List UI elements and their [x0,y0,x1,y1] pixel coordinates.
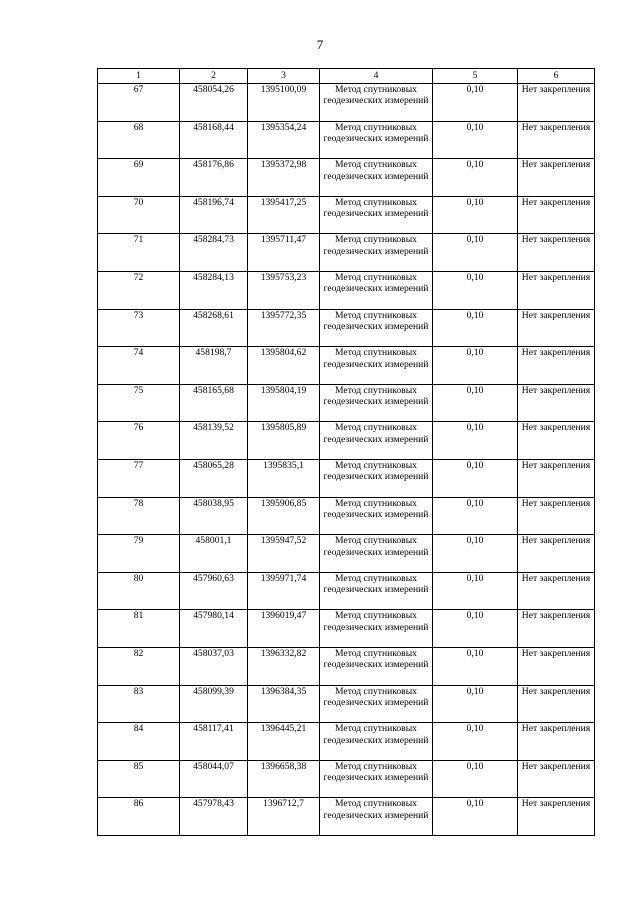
cell-coordinate-x: 458168,44 [180,121,248,159]
cell-accuracy: 0,10 [433,610,518,648]
cell-coordinate-y: 1395753,23 [248,271,320,309]
table-row [98,610,595,648]
table-row [98,459,595,497]
cell-method: Метод спутниковых геодезических измерений [320,384,433,422]
cell-method: Метод спутниковых геодезических измерений [320,234,433,272]
cell-coordinate-x: 458139,52 [180,422,248,460]
cell-fixation: Нет закрепления [518,723,595,761]
cell-coordinate-y: 1395804,62 [248,347,320,385]
cell-point-number: 80 [98,572,180,610]
cell-coordinate-x: 458284,73 [180,234,248,272]
cell-coordinate-x: 458054,26 [180,84,248,122]
cell-accuracy: 0,10 [433,685,518,723]
cell-coordinate-x: 458001,1 [180,535,248,573]
cell-coordinate-x: 458284,13 [180,271,248,309]
cell-point-number: 76 [98,422,180,460]
cell-accuracy: 0,10 [433,234,518,272]
cell-coordinate-y: 1395804,19 [248,384,320,422]
cell-method: Метод спутниковых геодезических измерений [320,271,433,309]
cell-coordinate-y: 1396384,35 [248,685,320,723]
page-number: 7 [316,37,324,52]
table-row [98,234,595,272]
cell-coordinate-y: 1395417,25 [248,196,320,234]
cell-accuracy: 0,10 [433,309,518,347]
cell-accuracy: 0,10 [433,497,518,535]
cell-coordinate-x: 457978,43 [180,798,248,836]
table-row [98,760,595,798]
cell-fixation: Нет закрепления [518,309,595,347]
coordinates-table [97,68,595,836]
cell-coordinate-x: 458198,7 [180,347,248,385]
cell-fixation: Нет закрепления [518,159,595,197]
table-row [98,723,595,761]
cell-coordinate-x: 457960,63 [180,572,248,610]
table-row [98,347,595,385]
cell-point-number: 74 [98,347,180,385]
cell-point-number: 85 [98,760,180,798]
cell-accuracy: 0,10 [433,196,518,234]
cell-coordinate-y: 1395372,98 [248,159,320,197]
cell-accuracy: 0,10 [433,572,518,610]
table-row [98,497,595,535]
cell-accuracy: 0,10 [433,271,518,309]
cell-coordinate-x: 458268,61 [180,309,248,347]
cell-method: Метод спутниковых геодезических измерений [320,647,433,685]
cell-method: Метод спутниковых геодезических измерений [320,572,433,610]
header-cell-6: 6 [518,69,595,84]
cell-point-number: 81 [98,610,180,648]
cell-coordinate-y: 1395906,85 [248,497,320,535]
cell-coordinate-y: 1396445,21 [248,723,320,761]
table-row [98,196,595,234]
cell-method: Метод спутниковых геодезических измерений [320,347,433,385]
cell-accuracy: 0,10 [433,760,518,798]
cell-point-number: 71 [98,234,180,272]
cell-point-number: 70 [98,196,180,234]
header-cell-1: 1 [98,69,180,84]
cell-method: Метод спутниковых геодезических измерений [320,497,433,535]
table-body [98,84,595,836]
table-row [98,384,595,422]
cell-accuracy: 0,10 [433,535,518,573]
cell-method: Метод спутниковых геодезических измерений [320,535,433,573]
cell-accuracy: 0,10 [433,422,518,460]
cell-fixation: Нет закрепления [518,422,595,460]
cell-point-number: 77 [98,459,180,497]
cell-coordinate-x: 458037,03 [180,647,248,685]
cell-method: Метод спутниковых геодезических измерений [320,798,433,836]
cell-accuracy: 0,10 [433,647,518,685]
cell-method: Метод спутниковых геодезических измерений [320,685,433,723]
cell-fixation: Нет закрепления [518,610,595,648]
cell-coordinate-x: 457980,14 [180,610,248,648]
cell-coordinate-x: 458099,39 [180,685,248,723]
cell-coordinate-x: 458065,28 [180,459,248,497]
cell-method: Метод спутниковых геодезических измерений [320,459,433,497]
cell-coordinate-y: 1395835,1 [248,459,320,497]
cell-coordinate-y: 1395772,35 [248,309,320,347]
table-header [98,69,595,84]
cell-method: Метод спутниковых геодезических измерений [320,309,433,347]
table-row [98,422,595,460]
cell-method: Метод спутниковых геодезических измерений [320,84,433,122]
cell-accuracy: 0,10 [433,159,518,197]
table-row [98,271,595,309]
cell-method: Метод спутниковых геодезических измерений [320,159,433,197]
cell-point-number: 83 [98,685,180,723]
cell-fixation: Нет закрепления [518,347,595,385]
cell-fixation: Нет закрепления [518,196,595,234]
cell-point-number: 75 [98,384,180,422]
cell-coordinate-x: 458165,68 [180,384,248,422]
table-row [98,572,595,610]
cell-point-number: 79 [98,535,180,573]
table-row [98,535,595,573]
header-cell-5: 5 [433,69,518,84]
cell-coordinate-x: 458176,86 [180,159,248,197]
cell-point-number: 73 [98,309,180,347]
cell-coordinate-y: 1395805,89 [248,422,320,460]
cell-point-number: 68 [98,121,180,159]
cell-point-number: 86 [98,798,180,836]
cell-coordinate-y: 1396019,47 [248,610,320,648]
cell-point-number: 82 [98,647,180,685]
cell-fixation: Нет закрепления [518,647,595,685]
table-row [98,647,595,685]
cell-coordinate-x: 458196,74 [180,196,248,234]
header-row [98,69,595,84]
table-row [98,685,595,723]
table-row [98,798,595,836]
cell-fixation: Нет закрепления [518,760,595,798]
header-cell-4: 4 [320,69,433,84]
cell-coordinate-x: 458044,07 [180,760,248,798]
cell-method: Метод спутниковых геодезических измерений [320,121,433,159]
cell-fixation: Нет закрепления [518,384,595,422]
cell-fixation: Нет закрепления [518,84,595,122]
cell-point-number: 78 [98,497,180,535]
cell-fixation: Нет закрепления [518,459,595,497]
cell-fixation: Нет закрепления [518,121,595,159]
cell-accuracy: 0,10 [433,723,518,761]
table-row [98,159,595,197]
cell-accuracy: 0,10 [433,347,518,385]
cell-fixation: Нет закрепления [518,685,595,723]
header-cell-2: 2 [180,69,248,84]
cell-coordinate-y: 1396658,38 [248,760,320,798]
cell-coordinate-y: 1395354,24 [248,121,320,159]
cell-point-number: 67 [98,84,180,122]
cell-method: Метод спутниковых геодезических измерений [320,723,433,761]
cell-method: Метод спутниковых геодезических измерений [320,760,433,798]
cell-accuracy: 0,10 [433,84,518,122]
table-row [98,309,595,347]
cell-coordinate-y: 1396332,82 [248,647,320,685]
cell-method: Метод спутниковых геодезических измерений [320,422,433,460]
cell-coordinate-y: 1396712,7 [248,798,320,836]
cell-fixation: Нет закрепления [518,271,595,309]
cell-fixation: Нет закрепления [518,234,595,272]
cell-fixation: Нет закрепления [518,535,595,573]
cell-accuracy: 0,10 [433,798,518,836]
cell-fixation: Нет закрепления [518,497,595,535]
cell-point-number: 84 [98,723,180,761]
cell-coordinate-y: 1395100,09 [248,84,320,122]
table-row [98,84,595,122]
cell-coordinate-y: 1395947,52 [248,535,320,573]
cell-fixation: Нет закрепления [518,572,595,610]
cell-method: Метод спутниковых геодезических измерений [320,610,433,648]
cell-coordinate-y: 1395711,47 [248,234,320,272]
cell-point-number: 72 [98,271,180,309]
cell-accuracy: 0,10 [433,121,518,159]
header-cell-3: 3 [248,69,320,84]
cell-accuracy: 0,10 [433,384,518,422]
cell-coordinate-y: 1395971,74 [248,572,320,610]
cell-method: Метод спутниковых геодезических измерений [320,196,433,234]
cell-point-number: 69 [98,159,180,197]
table-row [98,121,595,159]
cell-coordinate-x: 458117,41 [180,723,248,761]
cell-accuracy: 0,10 [433,459,518,497]
cell-coordinate-x: 458038,95 [180,497,248,535]
cell-fixation: Нет закрепления [518,798,595,836]
